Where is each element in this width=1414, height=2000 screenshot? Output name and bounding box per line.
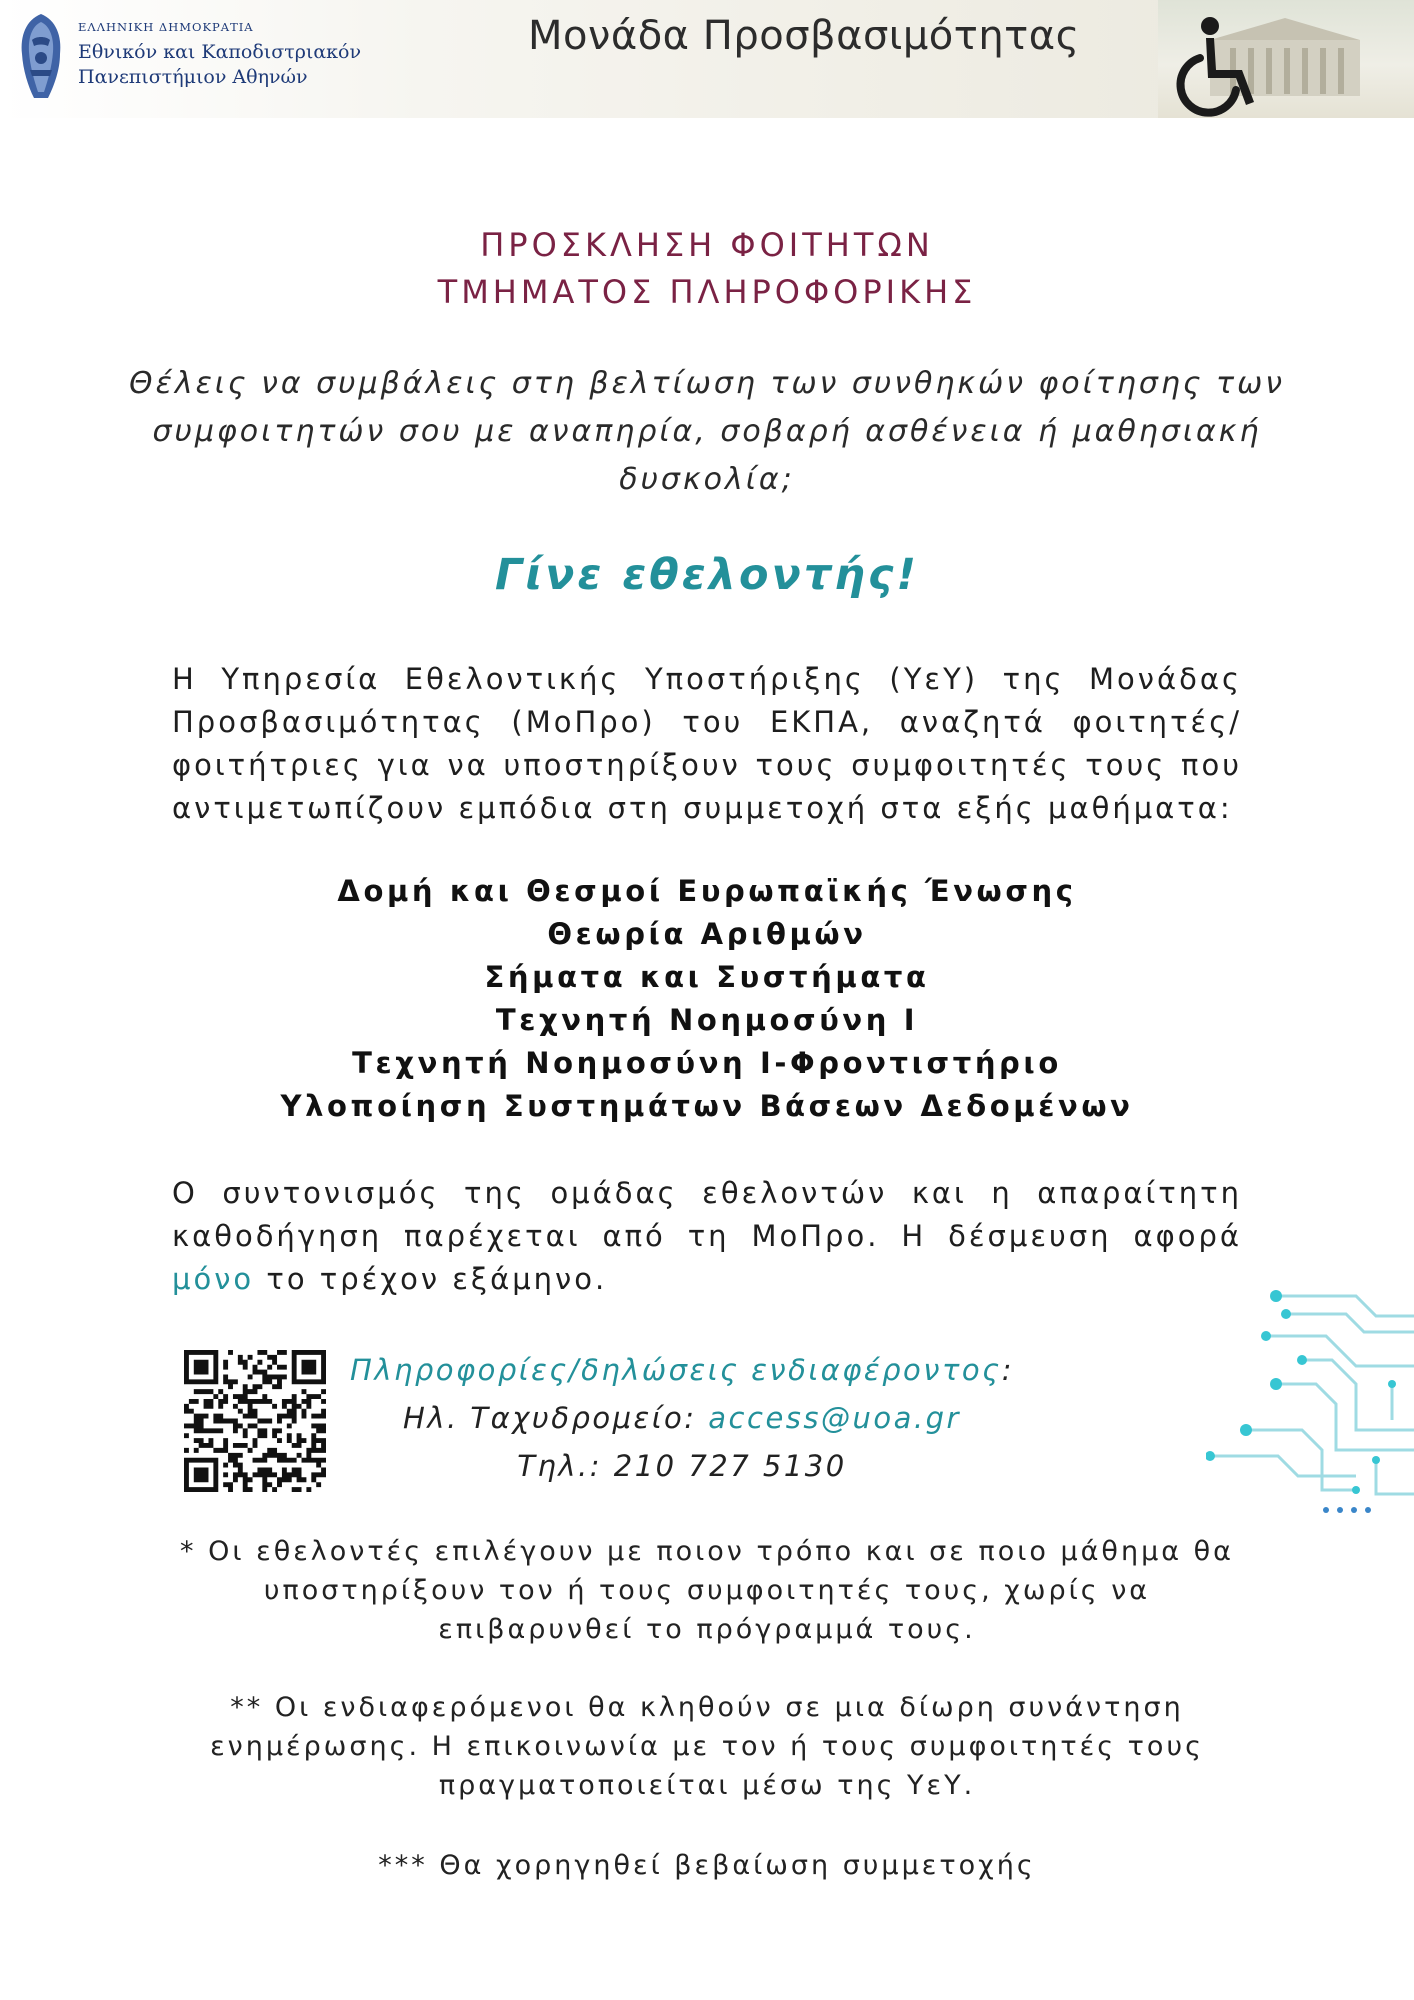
question-line-2: συμφοιτητών σου με αναπηρία, σοβαρή ασθένεια ή μαθησιακή: [152, 414, 1262, 449]
course-item: Δομή και Θεσμοί Ευρωπαϊκής Ένωσης: [337, 874, 1077, 908]
invitation-title: [0, 222, 1414, 316]
coordination-paragraph: [172, 1172, 1242, 1301]
title-line-2: ΤΜΗΜΑΤΟΣ ΠΛΗΡΟΦΟΡΙΚΗΣ: [437, 273, 977, 311]
qr-modules: [184, 1350, 326, 1492]
course-item: Θεωρία Αριθμών: [547, 917, 867, 951]
info-label: Πληροφορίες/δηλώσεις ενδιαφέροντος: [350, 1353, 1002, 1387]
university-line-2: Πανεπιστήμιον Αθηνών: [78, 66, 308, 88]
header-banner: [0, 0, 1414, 118]
unit-name: Μονάδα Προσβασιμότητας: [528, 13, 1080, 59]
note-3: *** Θα χορηγηθεί βεβαίωση συμμετοχής: [378, 1850, 1036, 1881]
email-link[interactable]: access@uoa.gr: [708, 1401, 961, 1435]
info-colon: :: [1001, 1353, 1014, 1387]
question-line-3: δυσκολία;: [619, 462, 795, 497]
wheelchair-icon: [1166, 14, 1262, 118]
course-item: Σήματα και Συστήματα: [484, 960, 930, 994]
phone-line: Τηλ.: 210 727 5130: [517, 1449, 847, 1483]
call-to-action: Γίνε εθελοντής!: [495, 550, 919, 600]
intro-paragraph: Η Υπηρεσία Εθελοντικής Υποστήριξης (ΥεΥ) της Μονάδας Προσβασιμότητας (ΜοΠρο) του ΕΚΠΑ, αναζητά φοιτητές/ φοιτήτριες για να υποστηρίξουν τους συμφοιτητές τους που αντιμετωπίζουν εμπόδια στη συμμετοχή στα εξής μαθήματα:: [172, 662, 1242, 825]
university-line-1: Εθνικόν και Καποδιστριακόν: [78, 41, 362, 63]
coordination-text: Ο συντονισμός της ομάδας εθελοντών και η απαραίτητη καθοδήγηση παρέχεται από τη ΜοΠρο. Η δέσμευση αφορά: [172, 1176, 1242, 1253]
intro-question: [0, 360, 1414, 504]
note-1: * Οι εθελοντές επιλέγουν με ποιον τρόπο και σε ποιο μάθημα θα υποστηρίξουν τον ή τους συμφοιτητές τους, χωρίς να επιβαρυνθεί το πρόγραμμά τους.: [180, 1536, 1234, 1645]
coordination-text-end: το τρέχον εξάμηνο.: [254, 1262, 608, 1296]
course-item: Τεχνητή Νοημοσύνη Ι: [495, 1003, 919, 1037]
qr-code-icon[interactable]: [184, 1350, 326, 1492]
course-item: Υλοποίηση Συστημάτων Βάσεων Δεδομένων: [280, 1089, 1134, 1123]
email-label: Ηλ. Ταχυδρομείο:: [403, 1401, 709, 1435]
course-item: Τεχνητή Νοημοσύνη Ι-Φροντιστήριο: [352, 1046, 1062, 1080]
email-line: [332, 1394, 1032, 1442]
university-seal-icon: [14, 10, 68, 102]
note-2: ** Οι ενδιαφερόμενοι θα κληθούν σε μια δίωρη συνάντηση ενημέρωσης. Η επικοινωνία με τον ή τους συμφοιτητές τους πραγματοποιείται μέσω της ΥεΥ.: [210, 1692, 1204, 1801]
university-name: [78, 20, 361, 90]
title-line-1: ΠΡΟΣΚΛΗΣΗ ΦΟΙΤΗΤΩΝ: [480, 226, 934, 264]
question-line-1: Θέλεις να συμβάλεις στη βελτίωση των συνθηκών φοίτησης των: [128, 366, 1285, 401]
republic-label: ΕΛΛΗΝΙΚΗ ΔΗΜΟΚΡΑΤΙΑ: [78, 20, 254, 34]
coordination-highlight: μόνο: [172, 1262, 255, 1296]
info-line: [332, 1346, 1032, 1394]
circuit-decoration-icon: [1206, 1280, 1414, 1530]
course-list: [0, 870, 1414, 1128]
